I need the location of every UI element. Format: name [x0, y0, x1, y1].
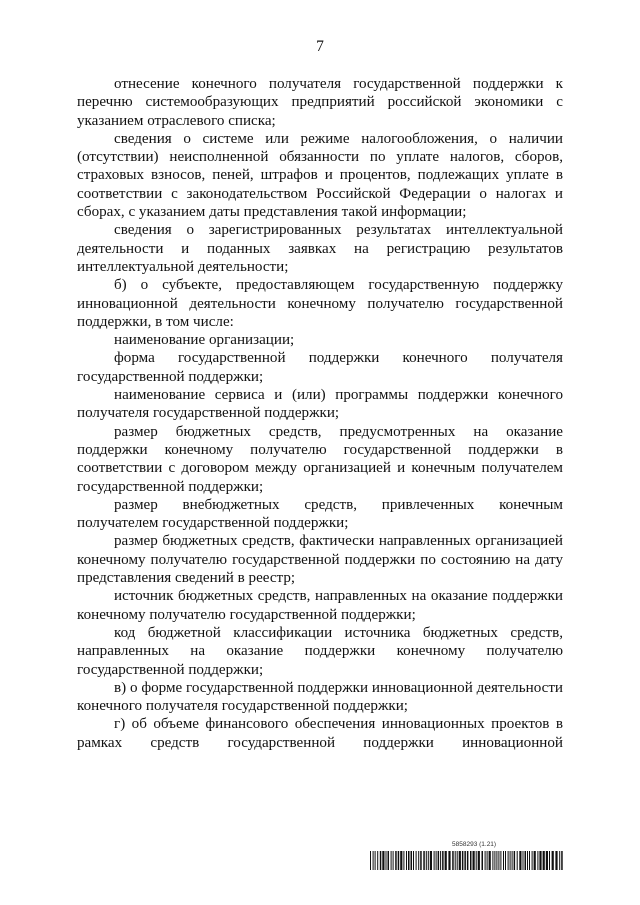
paragraph: сведения о зарегистрированных результатах интеллектуальной деятельности и поданных заявках на регистрацию результатов интеллектуальной деятельности;: [77, 222, 567, 275]
document-id: 5858293 (1.21): [452, 841, 497, 848]
body-text: [77, 75, 567, 752]
paragraph: наименование организации;: [114, 332, 295, 349]
paragraph: код бюджетной классификации источника бюджетных средств, направленных на оказание поддержки конечному получателю государственной поддержки;: [77, 624, 567, 678]
page-number: 7: [316, 38, 324, 55]
paragraph: г) об объеме финансового обеспечения инновационных проектов в рамках средств государственной поддержки инновационной: [77, 716, 567, 751]
paragraph: размер внебюджетных средств, привлеченных конечным получателем государственной поддержки;: [77, 496, 567, 532]
paragraph: сведения о системе или режиме налогообложения, о наличии (отсутствии) неисполненной обязанности по уплате налогов, сборов, страховых взносов, пеней, штрафов и процентов, подлежащих уплате в соответствии с законодательством Российской Федерации о налогах и сборах, с указанием даты представления такой информации;: [77, 130, 567, 221]
paragraph: в) о форме государственной поддержки инновационной деятельности конечного получателя государственной поддержки;: [77, 679, 567, 715]
barcode-icon: [370, 851, 563, 870]
paragraph: источник бюджетных средств, направленных на оказание поддержки конечному получателю государственной поддержки;: [77, 588, 567, 623]
paragraph: размер бюджетных средств, предусмотренных на оказание поддержки конечному получателю государственной поддержки в соответствии с договором между организацией и конечным получателем государственной поддержки;: [77, 423, 567, 495]
paragraph: б) о субъекте, предоставляющем государственную поддержку инновационной деятельности конечному получателю государственной поддержки, в том числе:: [77, 277, 567, 330]
paragraph: размер бюджетных средств, фактически направленных организацией конечному получателю государственной поддержки по состоянию на дату представления сведений в реестр;: [77, 533, 567, 587]
paragraph: отнесение конечного получателя государственной поддержки к перечню системообразующих предприятий российской экономики с указанием отраслевого списка;: [77, 76, 567, 129]
paragraph: наименование сервиса и (или) программы поддержки конечного получателя государственной поддержки;: [77, 387, 567, 422]
paragraph: форма государственной поддержки конечного получателя государственной поддержки;: [77, 350, 567, 385]
